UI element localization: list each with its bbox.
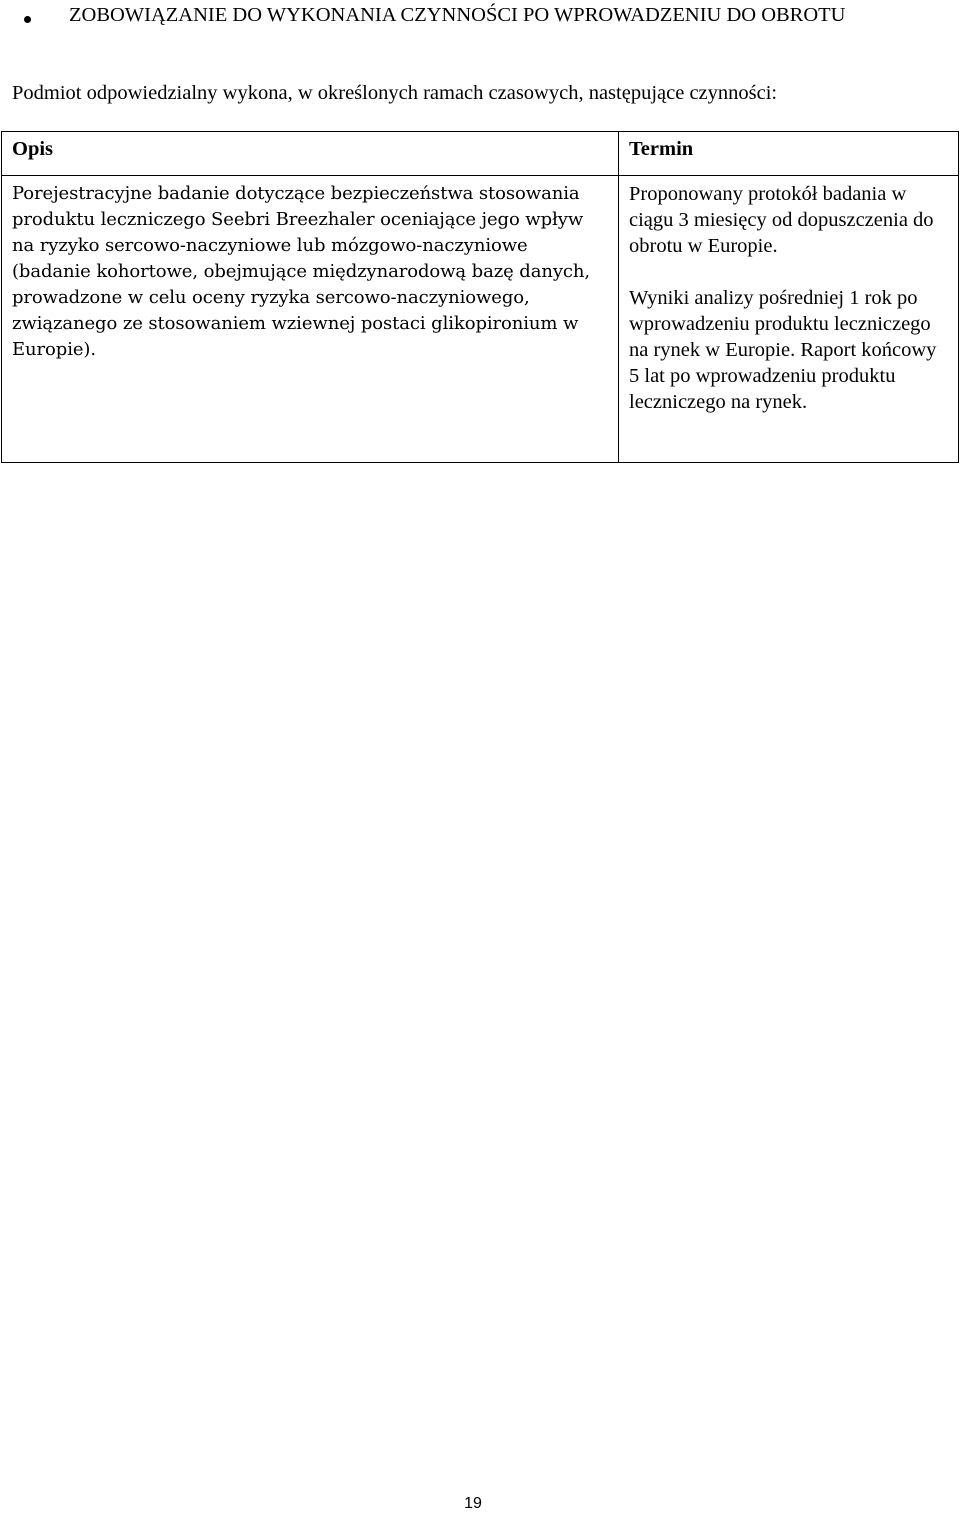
deadline-paragraph: Proponowany protokół badania w ciągu 3 miesięcy od dopuszczenia do obrotu w Europie. [629,183,934,257]
description-text: Porejestracyjne badanie dotyczące bezpieczeństwa stosowania produktu leczniczego Seebri Breezhaler oceniające jego wpływ na ryzyko sercowo-naczyniowe lub mózgowo-naczyniowe (badanie kohortowe, obejmujące międzynarodową bazę danych, prowadzone w celu oceny ryzyka sercowo-naczyniowego, związanego ze stosowaniem wziewnej postaci glikopironium w Europie). [12,183,590,360]
intro-text: Podmiot odpowiedzialny wykona, w określonych ramach czasowych, następujące czynności: [12,82,778,104]
table-row [2,176,959,463]
table-header-row [2,132,959,176]
deadline-cell [619,176,959,463]
commitments-table [1,131,959,463]
page-number: 19 [464,1495,482,1512]
column-header-description: Opis [2,132,619,176]
deadline-paragraph: Wyniki analizy pośredniej 1 rok po wprowadzeniu produktu leczniczego na rynek w Europie. Raport końcowy 5 lat po wprowadzeniu produktu leczniczego na rynek. [629,287,937,413]
section-heading: ZOBOWIĄZANIE DO WYKONANIA CZYNNOŚCI PO WPROWADZENIU DO OBROTU [69,4,846,26]
description-cell [2,176,619,463]
column-header-deadline: Termin [619,132,959,176]
bullet-icon [24,16,31,23]
